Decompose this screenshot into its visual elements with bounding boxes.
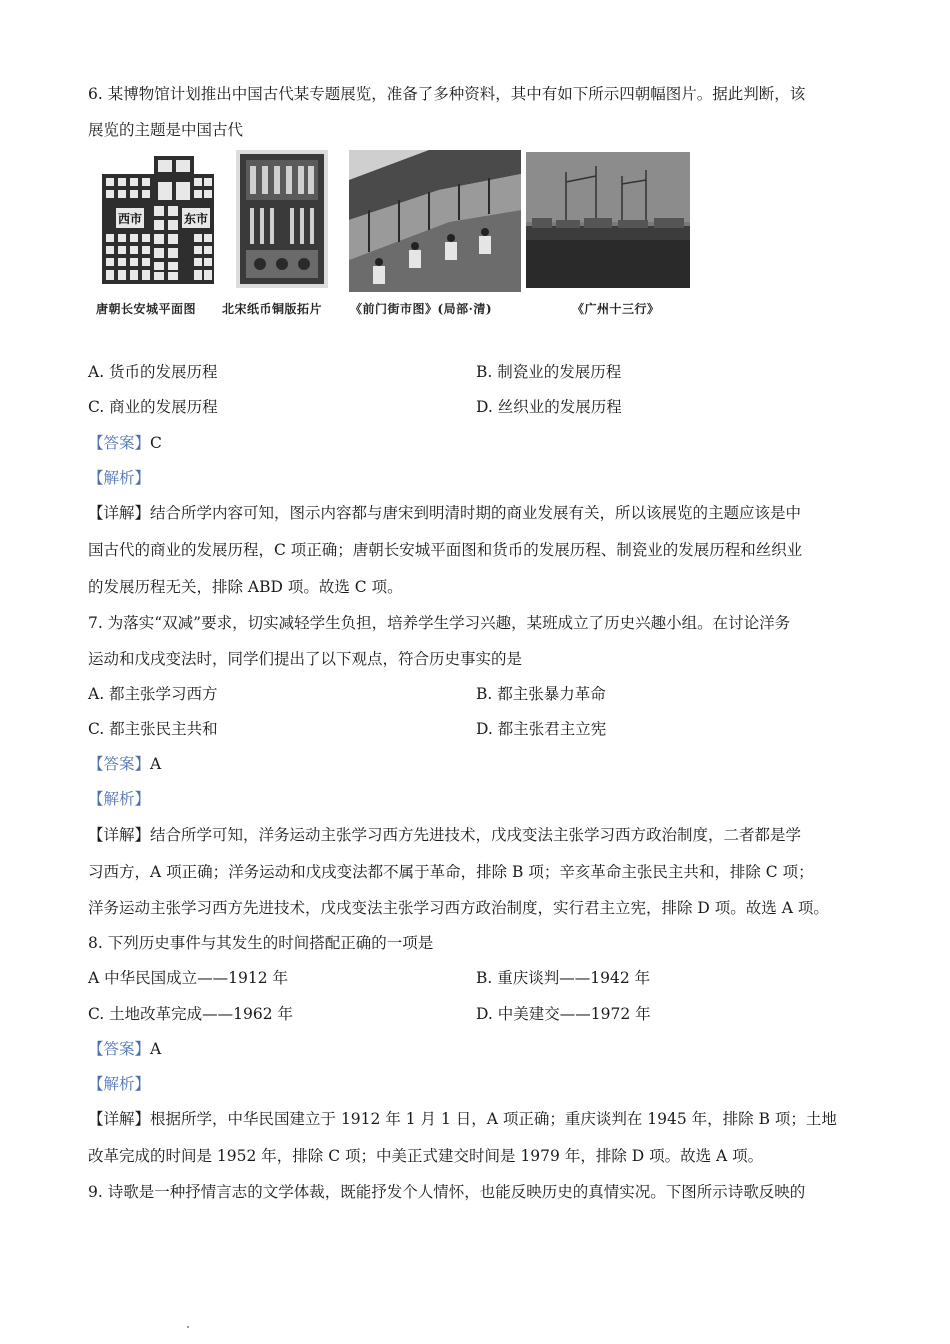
answer-tag: 【答案】 bbox=[88, 755, 151, 773]
caption-qianmen-market: 《前门街市图》(局部·清) bbox=[350, 302, 493, 316]
detail-text: 结合所学内容可知，图示内容都与唐宋到明清时期的商业发展有关，所以该展览的主题应该是中 bbox=[150, 504, 802, 522]
q6-analysis-tag: 【解析】 bbox=[88, 469, 151, 487]
q7-detail-line-3: 洋务运动主张学习西方先进技术，戊戌变法主张学习西方政治制度，实行君主立宪，排除 D 项。故选 A 项。 bbox=[88, 899, 829, 917]
qianmen-market-image bbox=[349, 150, 521, 292]
q6-stem-line-1: 6. 某博物馆计划推出中国古代某专题展览，准备了多种资料，其中有如下所示四朝幅图片。据此判断，该 bbox=[88, 85, 806, 103]
q7-option-d: D. 都主张君主立宪 bbox=[476, 720, 607, 738]
q7-option-a: A. 都主张学习西方 bbox=[88, 685, 218, 703]
detail-tag: 【详解】 bbox=[88, 826, 151, 844]
changan-plan-image bbox=[102, 156, 214, 284]
q7-detail-line-1 bbox=[88, 825, 801, 845]
guangzhou-hongs-image bbox=[526, 152, 690, 288]
caption-song-banknote: 北宋纸币铜版拓片 bbox=[222, 302, 323, 316]
q8-option-b: B. 重庆谈判——1942 年 bbox=[476, 969, 651, 987]
answer-value: C bbox=[150, 434, 162, 452]
q6-figure bbox=[96, 148, 696, 328]
detail-tag: 【详解】 bbox=[88, 1110, 151, 1128]
q6-answer bbox=[88, 433, 162, 453]
east-market-label: 东市 bbox=[183, 212, 209, 226]
q7-analysis-tag: 【解析】 bbox=[88, 790, 151, 808]
q6-stem-line-2: 展览的主题是中国古代 bbox=[88, 121, 244, 139]
song-banknote-image bbox=[236, 150, 328, 288]
q8-stem-line-1: 8. 下列历史事件与其发生的时间搭配正确的一项是 bbox=[88, 934, 434, 952]
q6-option-c: C. 商业的发展历程 bbox=[88, 398, 218, 416]
detail-text: 结合所学可知，洋务运动主张学习西方先进技术，戊戌变法主张学习西方政治制度，二者都是学 bbox=[150, 826, 802, 844]
q6-detail-line-1 bbox=[88, 503, 801, 523]
q7-option-b: B. 都主张暴力革命 bbox=[476, 685, 606, 703]
detail-text: 根据所学，中华民国建立于 1912 年 1 月 1 日，A 项正确；重庆谈判在 1945 年，排除 B 项；土地 bbox=[150, 1110, 837, 1128]
q6-option-d: D. 丝织业的发展历程 bbox=[476, 398, 622, 416]
q8-answer bbox=[88, 1039, 161, 1059]
q7-stem-line-2: 运动和戊戌变法时，同学们提出了以下观点，符合历史事实的是 bbox=[88, 650, 523, 668]
answer-tag: 【答案】 bbox=[88, 434, 151, 452]
q8-option-c: C. 土地改革完成——1962 年 bbox=[88, 1005, 294, 1023]
q8-detail-line-2: 改革完成的时间是 1952 年，排除 C 项；中美正式建交时间是 1979 年，排除 D 项。故选 A 项。 bbox=[88, 1147, 764, 1165]
q8-analysis-tag: 【解析】 bbox=[88, 1075, 151, 1093]
q7-option-c: C. 都主张民主共和 bbox=[88, 720, 218, 738]
caption-guangzhou-hongs: 《广州十三行》 bbox=[572, 302, 660, 316]
caption-changan-plan: 唐朝长安城平面图 bbox=[96, 302, 197, 316]
page-speck bbox=[187, 1326, 189, 1328]
answer-value: A bbox=[150, 1040, 162, 1058]
q6-option-a: A. 货币的发展历程 bbox=[88, 363, 218, 381]
q8-detail-line-1 bbox=[88, 1109, 837, 1129]
answer-tag: 【答案】 bbox=[88, 1040, 151, 1058]
q9-stem-line-1: 9. 诗歌是一种抒情言志的文学体裁，既能抒发个人情怀，也能反映历史的真情实况。下图所示诗歌反映的 bbox=[88, 1183, 806, 1201]
detail-tag: 【详解】 bbox=[88, 504, 151, 522]
q6-detail-line-3: 的发展历程无关，排除 ABD 项。故选 C 项。 bbox=[88, 578, 403, 596]
q6-option-b: B. 制瓷业的发展历程 bbox=[476, 363, 622, 381]
answer-value: A bbox=[150, 755, 162, 773]
q8-option-d: D. 中美建交——1972 年 bbox=[476, 1005, 651, 1023]
q6-detail-line-2: 国古代的商业的发展历程，C 项正确；唐朝长安城平面图和货币的发展历程、制瓷业的发展历程和丝织业 bbox=[88, 541, 803, 559]
q7-answer bbox=[88, 754, 161, 774]
q7-stem-line-1: 7. 为落实“双减”要求，切实减轻学生负担，培养学生学习兴趣，某班成立了历史兴趣小组。在讨论洋务 bbox=[88, 614, 791, 632]
west-market-label: 西市 bbox=[117, 212, 143, 226]
q8-option-a: A 中华民国成立——1912 年 bbox=[88, 969, 288, 987]
q7-detail-line-2: 习西方，A 项正确；洋务运动和戊戌变法都不属于革命，排除 B 项；辛亥革命主张民主共和，排除 C 项； bbox=[88, 863, 814, 881]
